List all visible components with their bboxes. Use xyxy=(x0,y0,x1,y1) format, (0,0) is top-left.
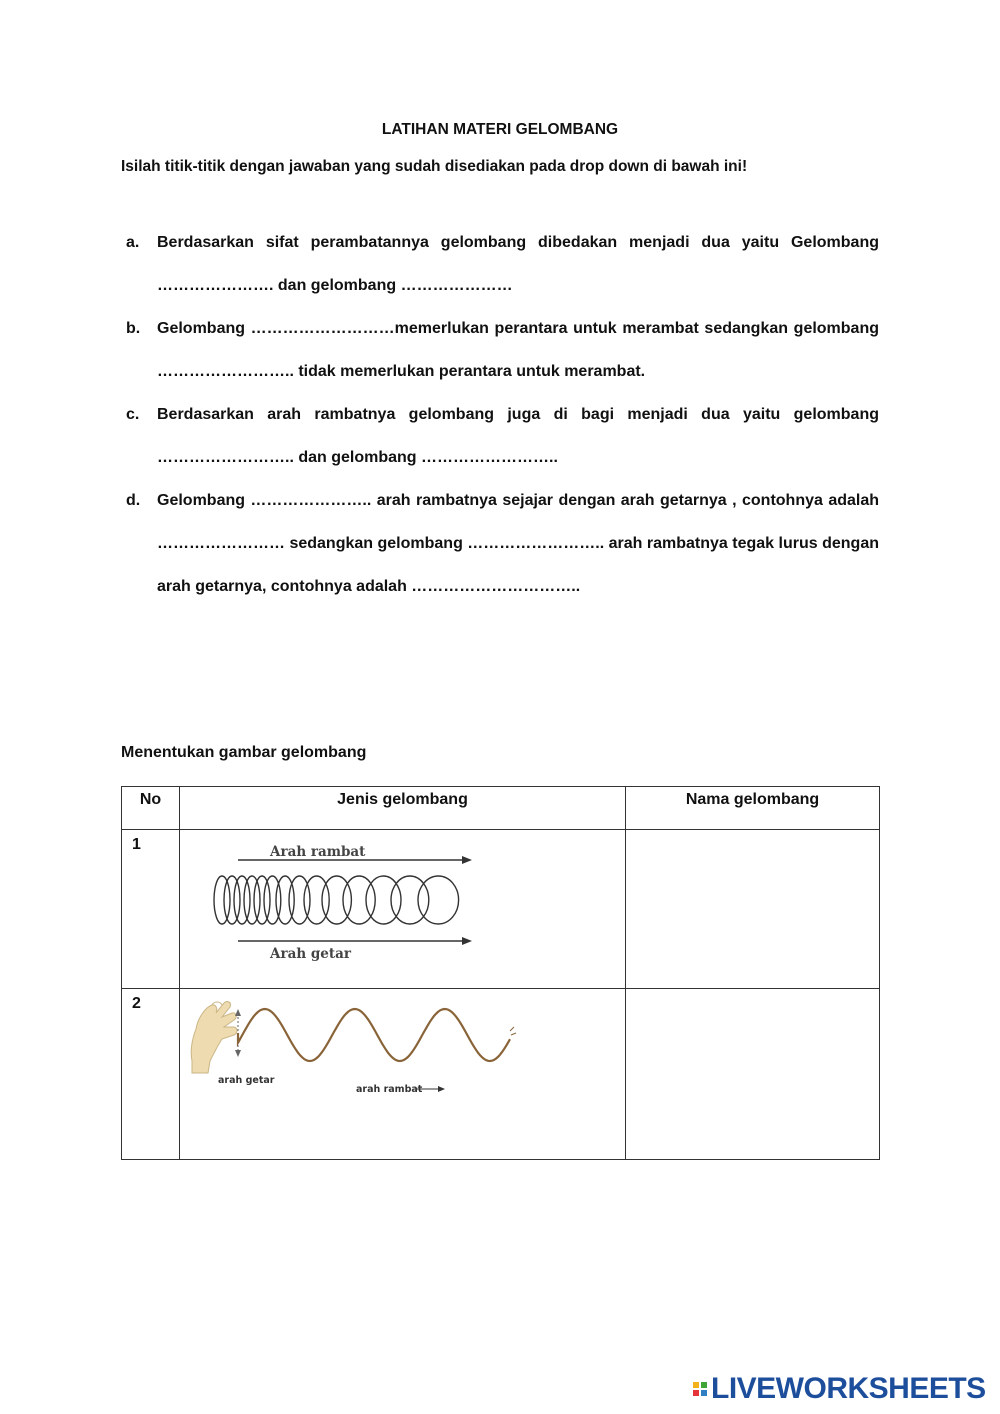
arah-rambat-label: arah rambat xyxy=(356,1084,423,1095)
answer-cell[interactable] xyxy=(626,989,880,1160)
logo-mark-icon xyxy=(693,1382,707,1396)
header-no: No xyxy=(122,787,180,830)
spring-coil xyxy=(234,876,250,924)
instruction-text: Isilah titik-titik dengan jawaban yang sudah disediakan pada drop down di bawah ini! xyxy=(121,158,748,175)
spring-coils xyxy=(214,876,459,924)
spring-coil xyxy=(214,876,230,924)
question-item xyxy=(121,307,879,393)
question-list xyxy=(121,221,879,608)
spring-coil xyxy=(418,876,459,924)
table-row xyxy=(122,989,880,1160)
table-header-row xyxy=(122,787,880,830)
rope-end xyxy=(510,1027,516,1035)
logo-square xyxy=(693,1382,699,1388)
question-text: Berdasarkan sifat perambatannya gelombang dibedakan menjadi dua yaitu Gelombang …………………. dan gelombang ………………… xyxy=(157,234,879,294)
question-marker: c. xyxy=(126,406,140,423)
header-jenis-gelombang: Jenis gelombang xyxy=(180,787,626,830)
spring-coil xyxy=(254,876,270,924)
logo-square xyxy=(693,1390,699,1396)
hand-icon xyxy=(191,1002,237,1073)
rambat-arrow-head xyxy=(462,856,472,864)
rope-wave xyxy=(238,1009,510,1061)
rambat-arrow-head xyxy=(438,1086,445,1092)
question-text: Gelombang ………………….. arah rambatnya sejajar dengan arah getarnya , contohnya adalah …………………… sedangkan gelombang …………………….. arah rambatnya tegak lurus dengan arah getarnya, contohnya adalah ………………………….. xyxy=(157,492,879,595)
question-marker: d. xyxy=(126,492,141,509)
logo-square xyxy=(701,1382,707,1388)
getar-arrow-up xyxy=(235,1009,241,1016)
question-marker: a. xyxy=(126,234,140,251)
logo-text: LIVEWORKSHEETS xyxy=(711,1372,986,1405)
question-marker: b. xyxy=(126,320,141,337)
header-nama-gelombang: Nama gelombang xyxy=(626,787,880,830)
row-number: 1 xyxy=(122,830,180,989)
getar-arrow-head xyxy=(462,937,472,945)
question-text: Gelombang ………………………memerlukan perantara untuk merambat sedangkan gelombang …………………….. tidak memerlukan perantara untuk merambat. xyxy=(157,320,879,380)
getar-arrow-down xyxy=(235,1050,241,1057)
table-row xyxy=(122,830,880,989)
question-item xyxy=(121,221,879,307)
question-item xyxy=(121,479,879,608)
answer-cell[interactable] xyxy=(626,830,880,989)
question-text: Berdasarkan arah rambatnya gelombang juga di bagi menjadi dua yaitu gelombang …………………….. dan gelombang …………………….. xyxy=(157,406,879,466)
spring-coil xyxy=(224,876,240,924)
wave-table xyxy=(121,786,880,1160)
transverse-wave-image-cell xyxy=(180,989,626,1160)
longitudinal-wave-image-cell xyxy=(180,830,626,989)
liveworksheets-logo[interactable] xyxy=(693,1374,986,1404)
logo-square xyxy=(701,1390,707,1396)
section-heading: Menentukan gambar gelombang xyxy=(121,744,367,761)
question-item xyxy=(121,393,879,479)
spring-wave-image xyxy=(180,830,626,988)
spring-coil xyxy=(244,876,260,924)
arah-rambat-label: Arah rambat xyxy=(270,844,366,860)
arah-getar-label: Arah getar xyxy=(270,946,351,962)
arah-getar-label: arah getar xyxy=(218,1075,275,1086)
page-title: LATIHAN MATERI GELOMBANG xyxy=(381,121,619,138)
row-number: 2 xyxy=(122,989,180,1160)
rope-wave-image xyxy=(180,989,626,1159)
